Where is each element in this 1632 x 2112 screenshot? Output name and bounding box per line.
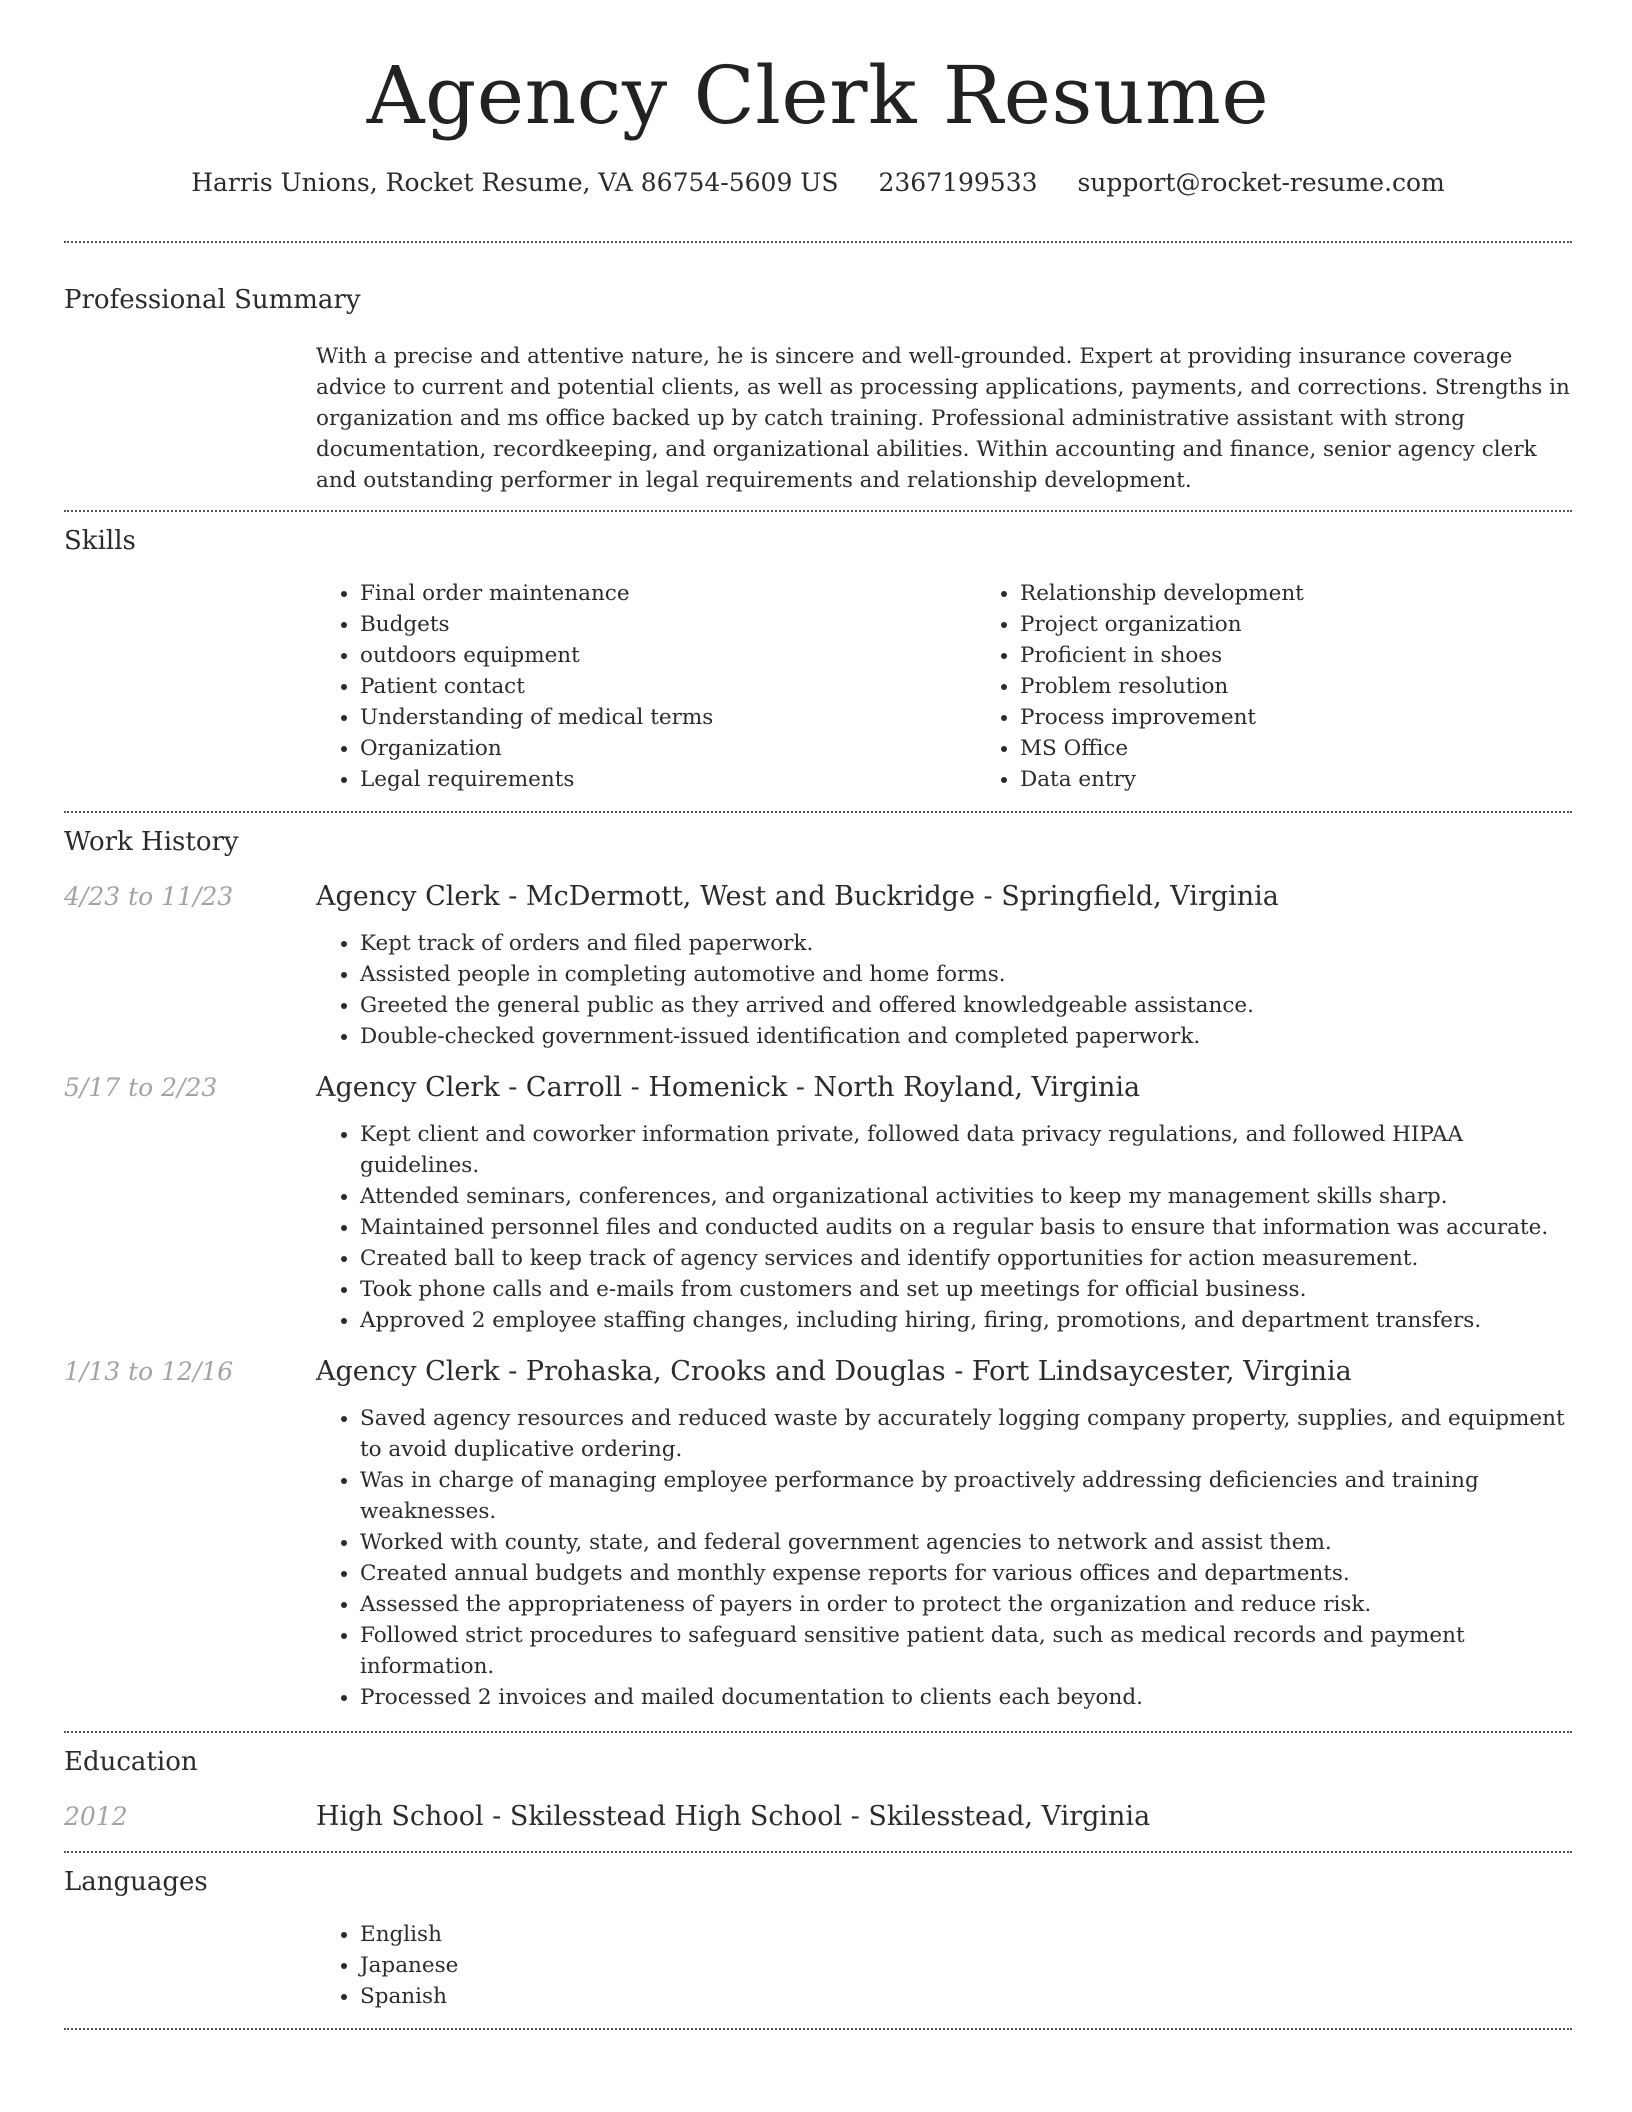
work-history-list bbox=[64, 881, 1572, 1713]
skill-item: • outdoors equipment bbox=[360, 640, 976, 671]
job-bullets bbox=[316, 928, 1572, 1052]
job-title: Agency Clerk - McDermott, West and Buckridge - Springfield, Virginia bbox=[316, 881, 1279, 912]
skill-item: • Budgets bbox=[360, 609, 976, 640]
job-bullet: • Double-checked government-issued identification and completed paperwork. bbox=[360, 1021, 1572, 1052]
education-date: 2012 bbox=[64, 1802, 128, 1831]
job-bullet: • Kept track of orders and filed paperwork. bbox=[360, 928, 1572, 959]
divider bbox=[64, 1851, 1572, 1853]
education-row bbox=[64, 1801, 1572, 1833]
job-bullet: • Kept client and coworker information private, followed data privacy regulations, and followed HIPAA guidelines. bbox=[360, 1119, 1572, 1181]
contact-address: Harris Unions, Rocket Resume, VA 86754-5609 US bbox=[191, 168, 839, 197]
skill-item: • Proficient in shoes bbox=[1020, 640, 1632, 671]
section-heading-skills: Skills bbox=[64, 526, 136, 556]
job-bullet: • Approved 2 employee staffing changes, including hiring, firing, promotions, and department transfers. bbox=[360, 1305, 1572, 1336]
contact-line bbox=[64, 168, 1572, 197]
job-title: Agency Clerk - Prohaska, Crooks and Douglas - Fort Lindsaycester, Virginia bbox=[316, 1356, 1352, 1387]
skill-item: • Legal requirements bbox=[360, 764, 976, 795]
language-item: • Japanese bbox=[360, 1950, 1572, 1981]
education-title: High School - Skilesstead High School - Skilesstead, Virginia bbox=[316, 1801, 1151, 1832]
skill-item: • Patient contact bbox=[360, 671, 976, 702]
language-item: • Spanish bbox=[360, 1981, 1572, 2012]
job-bullet: • Created ball to keep track of agency services and identify opportunities for action measurement. bbox=[360, 1243, 1572, 1274]
job-bullets bbox=[316, 1119, 1572, 1336]
summary-row bbox=[64, 341, 1572, 496]
skill-item: • Organization bbox=[360, 733, 976, 764]
skills-list-right bbox=[976, 578, 1632, 795]
divider bbox=[64, 811, 1572, 813]
contact-email: support@rocket-resume.com bbox=[1077, 168, 1445, 197]
job-bullet: • Created annual budgets and monthly expense reports for various offices and departments. bbox=[360, 1558, 1572, 1589]
job-bullet: • Took phone calls and e-mails from customers and set up meetings for official business. bbox=[360, 1274, 1572, 1305]
section-heading-work: Work History bbox=[64, 827, 239, 857]
job-bullet: • Assessed the appropriateness of payers in order to protect the organization and reduce risk. bbox=[360, 1589, 1572, 1620]
job-bullet: • Worked with county, state, and federal government agencies to network and assist them. bbox=[360, 1527, 1572, 1558]
languages-list bbox=[316, 1919, 1572, 2012]
job-bullet: • Greeted the general public as they arrived and offered knowledgeable assistance. bbox=[360, 990, 1572, 1021]
skill-item: • Project organization bbox=[1020, 609, 1632, 640]
language-item: • English bbox=[360, 1919, 1572, 1950]
job-bullets bbox=[316, 1403, 1572, 1713]
skill-item: • Final order maintenance bbox=[360, 578, 976, 609]
skill-item: • Understanding of medical terms bbox=[360, 702, 976, 733]
job-bullet: • Assisted people in completing automotive and home forms. bbox=[360, 959, 1572, 990]
job-bullet: • Attended seminars, conferences, and organizational activities to keep my management skills sharp. bbox=[360, 1181, 1572, 1212]
job-bullet: • Was in charge of managing employee performance by proactively addressing deficiencies and training weaknesses. bbox=[360, 1465, 1572, 1527]
job-bullet: • Followed strict procedures to safeguard sensitive patient data, such as medical records and payment information. bbox=[360, 1620, 1572, 1682]
section-heading-summary: Professional Summary bbox=[64, 285, 361, 315]
job-bullet: • Saved agency resources and reduced waste by accurately logging company property, supplies, and equipment to avoid duplicative ordering. bbox=[360, 1403, 1572, 1465]
job-bullet: • Maintained personnel files and conducted audits on a regular basis to ensure that information was accurate. bbox=[360, 1212, 1572, 1243]
job-entry bbox=[64, 881, 1572, 1052]
contact-phone: 2367199533 bbox=[878, 168, 1038, 197]
job-date: 4/23 to 11/23 bbox=[64, 882, 234, 911]
divider bbox=[64, 510, 1572, 512]
skill-item: • Data entry bbox=[1020, 764, 1632, 795]
job-entry bbox=[64, 1072, 1572, 1336]
skills-list-left bbox=[316, 578, 976, 795]
divider bbox=[64, 241, 1572, 243]
skill-item: • Relationship development bbox=[1020, 578, 1632, 609]
section-heading-education: Education bbox=[64, 1747, 198, 1777]
divider bbox=[64, 1731, 1572, 1733]
job-bullet: • Processed 2 invoices and mailed documentation to clients each beyond. bbox=[360, 1682, 1572, 1713]
section-heading-languages: Languages bbox=[64, 1867, 208, 1897]
skill-item: • Problem resolution bbox=[1020, 671, 1632, 702]
skills-row bbox=[64, 578, 1572, 795]
summary-text: With a precise and attentive nature, he is sincere and well-grounded. Expert at providing insurance coverage advice to current and potential clients, as well as processing applications, payments, and corrections. Strengths in organization and ms office backed up by catch training. Professional administrative assistant with strong documentation, recordkeeping, and organizational abilities. Within accounting and finance, senior agency clerk and outstanding performer in legal requirements and relationship development. bbox=[316, 344, 1570, 493]
languages-row bbox=[64, 1919, 1572, 2012]
resume-title: Agency Clerk Resume bbox=[366, 49, 1270, 142]
job-date: 5/17 to 2/23 bbox=[64, 1073, 218, 1102]
resume-page bbox=[64, 0, 1572, 2030]
job-title: Agency Clerk - Carroll - Homenick - North Royland, Virginia bbox=[316, 1072, 1141, 1103]
job-entry bbox=[64, 1356, 1572, 1713]
skill-item: • MS Office bbox=[1020, 733, 1632, 764]
job-date: 1/13 to 12/16 bbox=[64, 1357, 234, 1386]
divider bbox=[64, 2028, 1572, 2030]
skill-item: • Process improvement bbox=[1020, 702, 1632, 733]
